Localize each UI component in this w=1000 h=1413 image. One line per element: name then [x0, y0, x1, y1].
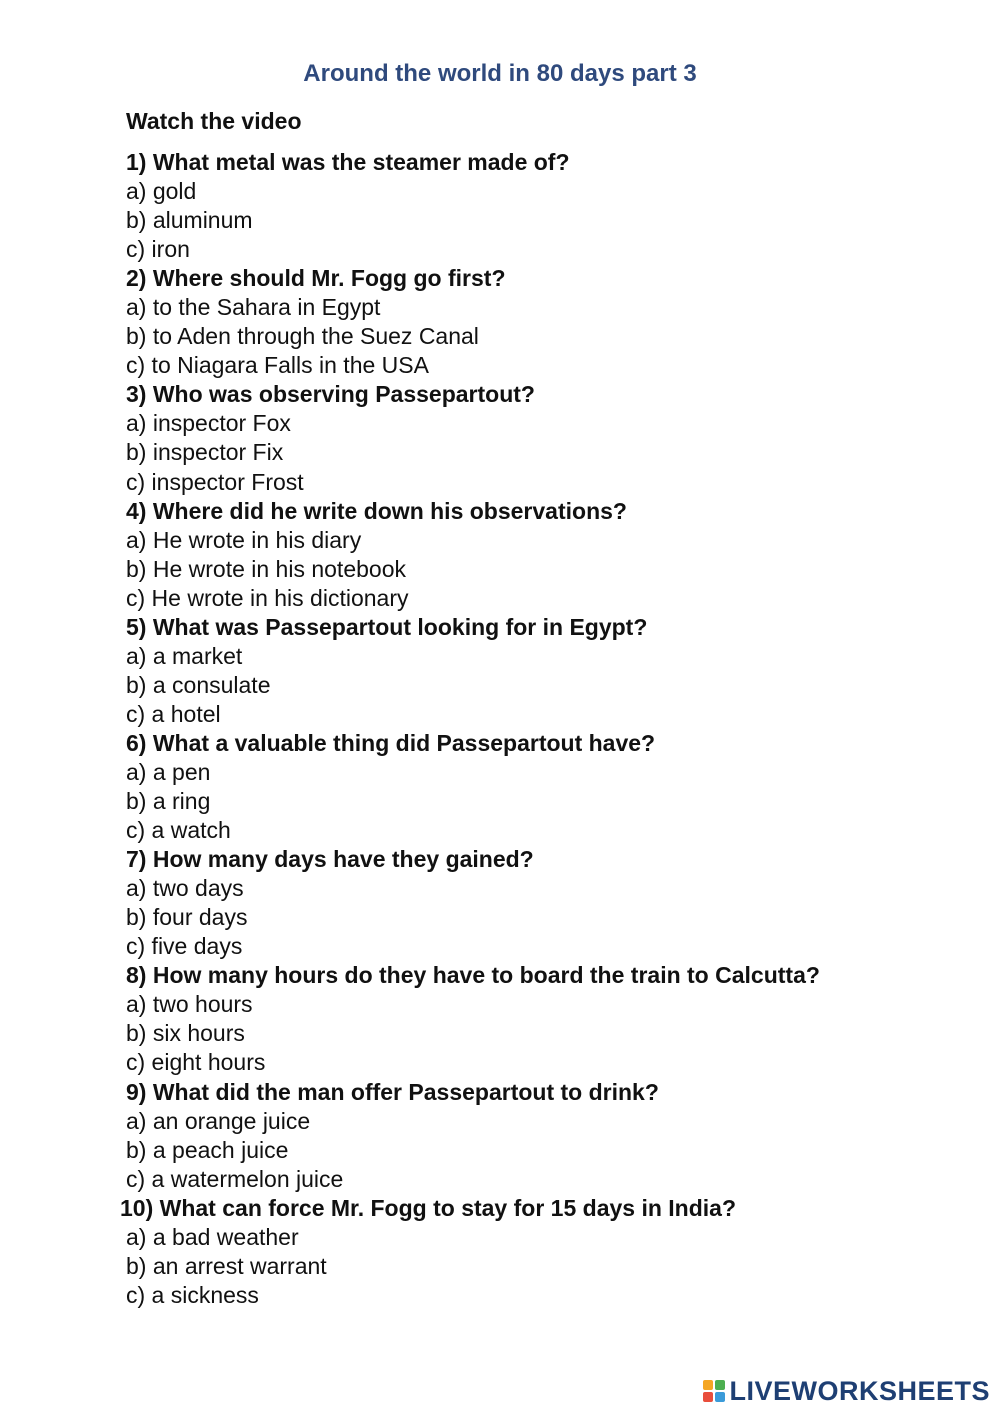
question-text: 8) How many hours do they have to board the train to Calcutta?: [126, 962, 820, 989]
question-block: [126, 961, 946, 1077]
logo-square: [703, 1392, 713, 1402]
answer-option[interactable]: a) a market: [126, 642, 243, 669]
answer-option[interactable]: a) gold: [126, 178, 197, 205]
question-block: [120, 1194, 946, 1310]
answer-option[interactable]: b) four days: [126, 904, 248, 931]
answer-option[interactable]: c) a sickness: [126, 1281, 259, 1308]
logo-square: [715, 1380, 725, 1390]
question-text: 3) Who was observing Passepartout?: [126, 381, 535, 408]
answer-option[interactable]: a) a bad weather: [126, 1223, 299, 1250]
answer-option[interactable]: b) a ring: [126, 788, 211, 815]
logo-text: LIVEWORKSHEETS: [729, 1375, 990, 1406]
logo-square: [715, 1392, 725, 1402]
question-block: [126, 1078, 946, 1194]
answer-option[interactable]: b) a peach juice: [126, 1136, 289, 1163]
answer-option[interactable]: c) five days: [126, 933, 243, 960]
question-text: 2) Where should Mr. Fogg go first?: [126, 265, 506, 292]
answer-option[interactable]: c) iron: [126, 236, 190, 263]
answer-option[interactable]: a) two days: [126, 875, 244, 902]
answer-option[interactable]: b) an arrest warrant: [126, 1252, 327, 1279]
question-text: 1) What metal was the steamer made of?: [126, 149, 570, 175]
answer-option[interactable]: a) two hours: [126, 991, 253, 1018]
question-block: [126, 264, 946, 380]
question-text: 7) How many days have they gained?: [126, 846, 534, 873]
question-text: 9) What did the man offer Passepartout to drink?: [126, 1078, 659, 1105]
answer-option[interactable]: b) to Aden through the Suez Canal: [126, 323, 479, 350]
liveworksheets-logo-icon: [703, 1380, 725, 1402]
quiz-list: [120, 148, 946, 1310]
answer-option[interactable]: c) a hotel: [126, 700, 221, 727]
question-text: 4) Where did he write down his observations?: [126, 497, 627, 524]
question-text: 6) What a valuable thing did Passepartout have?: [126, 729, 656, 756]
answer-option[interactable]: c) He wrote in his dictionary: [126, 584, 409, 611]
instruction-text: Watch the video: [126, 108, 302, 134]
answer-option[interactable]: c) a watermelon juice: [126, 1165, 344, 1192]
answer-option[interactable]: a) to the Sahara in Egypt: [126, 294, 381, 321]
question-block: [126, 729, 946, 845]
question-block: [126, 613, 946, 729]
worksheet-title: Around the world in 80 days part 3: [303, 60, 697, 87]
answer-option[interactable]: b) inspector Fix: [126, 439, 284, 466]
answer-option[interactable]: a) an orange juice: [126, 1107, 311, 1134]
logo-square: [703, 1380, 713, 1390]
answer-option[interactable]: a) a pen: [126, 758, 211, 785]
answer-option[interactable]: c) inspector Frost: [126, 468, 304, 495]
answer-option[interactable]: a) inspector Fox: [126, 410, 291, 437]
answer-option[interactable]: b) a consulate: [126, 671, 271, 698]
answer-option[interactable]: b) He wrote in his notebook: [126, 555, 406, 582]
answer-option[interactable]: c) eight hours: [126, 1049, 266, 1076]
answer-option[interactable]: c) a watch: [126, 817, 231, 844]
answer-option[interactable]: c) to Niagara Falls in the USA: [126, 352, 429, 379]
question-block: [126, 845, 946, 961]
answer-option[interactable]: b) six hours: [126, 1020, 245, 1047]
question-block: [126, 148, 946, 264]
question-block: [126, 497, 946, 613]
question-text: 5) What was Passepartout looking for in Egypt?: [126, 613, 648, 640]
question-block: [126, 380, 946, 496]
question-text: 10) What can force Mr. Fogg to stay for 15 days in India?: [120, 1194, 737, 1221]
liveworksheets-logo: [703, 1377, 990, 1405]
answer-option[interactable]: a) He wrote in his diary: [126, 526, 362, 553]
answer-option[interactable]: b) aluminum: [126, 207, 253, 234]
